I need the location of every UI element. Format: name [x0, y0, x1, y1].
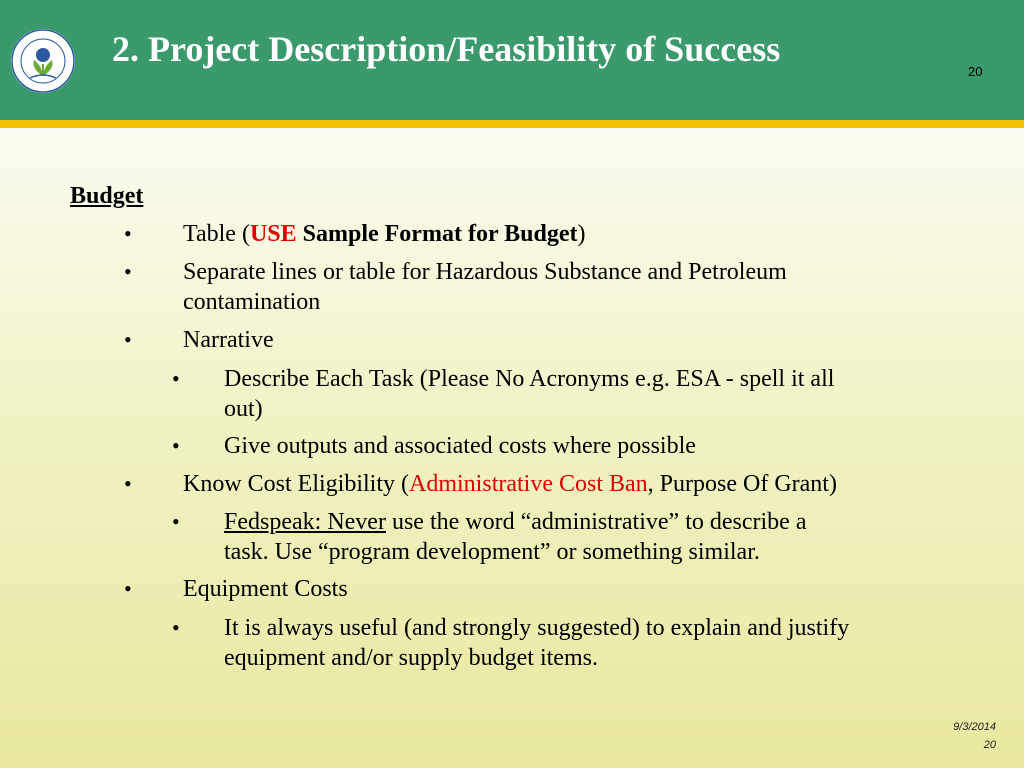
sub-bullet-describe-line1: Describe Each Task (Please No Acronyms e.g. ESA - spell it all	[224, 366, 835, 392]
bullet-separate-line1: Separate lines or table for Hazardous Substance and Petroleum	[183, 259, 787, 285]
sub-bullet-describe-line2: out)	[224, 396, 263, 422]
sub-bullet-useful-line1: It is always useful (and strongly suggested) to explain and justify	[224, 615, 850, 641]
slide-footer	[953, 718, 996, 754]
bullet-narrative: Narrative	[183, 327, 274, 353]
cost-ban-emphasis: Administrative Cost Ban	[409, 471, 648, 497]
sub-bullet-marker: •	[172, 366, 180, 391]
footer-date: 9/3/2014	[953, 721, 996, 733]
bullet-marker: •	[124, 259, 132, 284]
slide-number: 20	[968, 64, 983, 79]
sub-bullet-fedspeak-line2: task. Use “program development” or something similar.	[224, 539, 760, 565]
bullet-eligibility: Know Cost Eligibility (Administrative Cost Ban, Purpose Of Grant)	[183, 471, 837, 497]
bullet-marker: •	[124, 471, 132, 496]
sub-bullet-marker: •	[172, 509, 180, 534]
bullet-separate-line2: contamination	[183, 289, 321, 315]
bullet-marker: •	[124, 327, 132, 352]
sub-bullet-marker: •	[172, 433, 180, 458]
bullet-marker: •	[124, 576, 132, 601]
footer-page-number: 20	[983, 739, 996, 751]
fedspeak-label: Fedspeak: Never	[224, 509, 386, 535]
bullet-marker: •	[124, 221, 132, 246]
slide-title: 2. Project Description/Feasibility of Success	[112, 29, 781, 69]
title-bar-stripe	[0, 120, 1024, 128]
epa-seal-icon	[10, 28, 76, 94]
sub-bullet-useful-line2: equipment and/or supply budget items.	[224, 645, 598, 671]
sub-bullet-marker: •	[172, 615, 180, 640]
bullet-equipment: Equipment Costs	[183, 576, 348, 602]
sub-bullet-outputs: Give outputs and associated costs where possible	[224, 433, 696, 459]
sub-bullet-fedspeak-line1: Fedspeak: Never use the word “administrative” to describe a	[224, 509, 807, 535]
bullet-table: Table (USE Sample Format for Budget)	[183, 221, 586, 247]
use-emphasis: USE	[249, 221, 297, 247]
section-heading: Budget	[70, 183, 144, 209]
